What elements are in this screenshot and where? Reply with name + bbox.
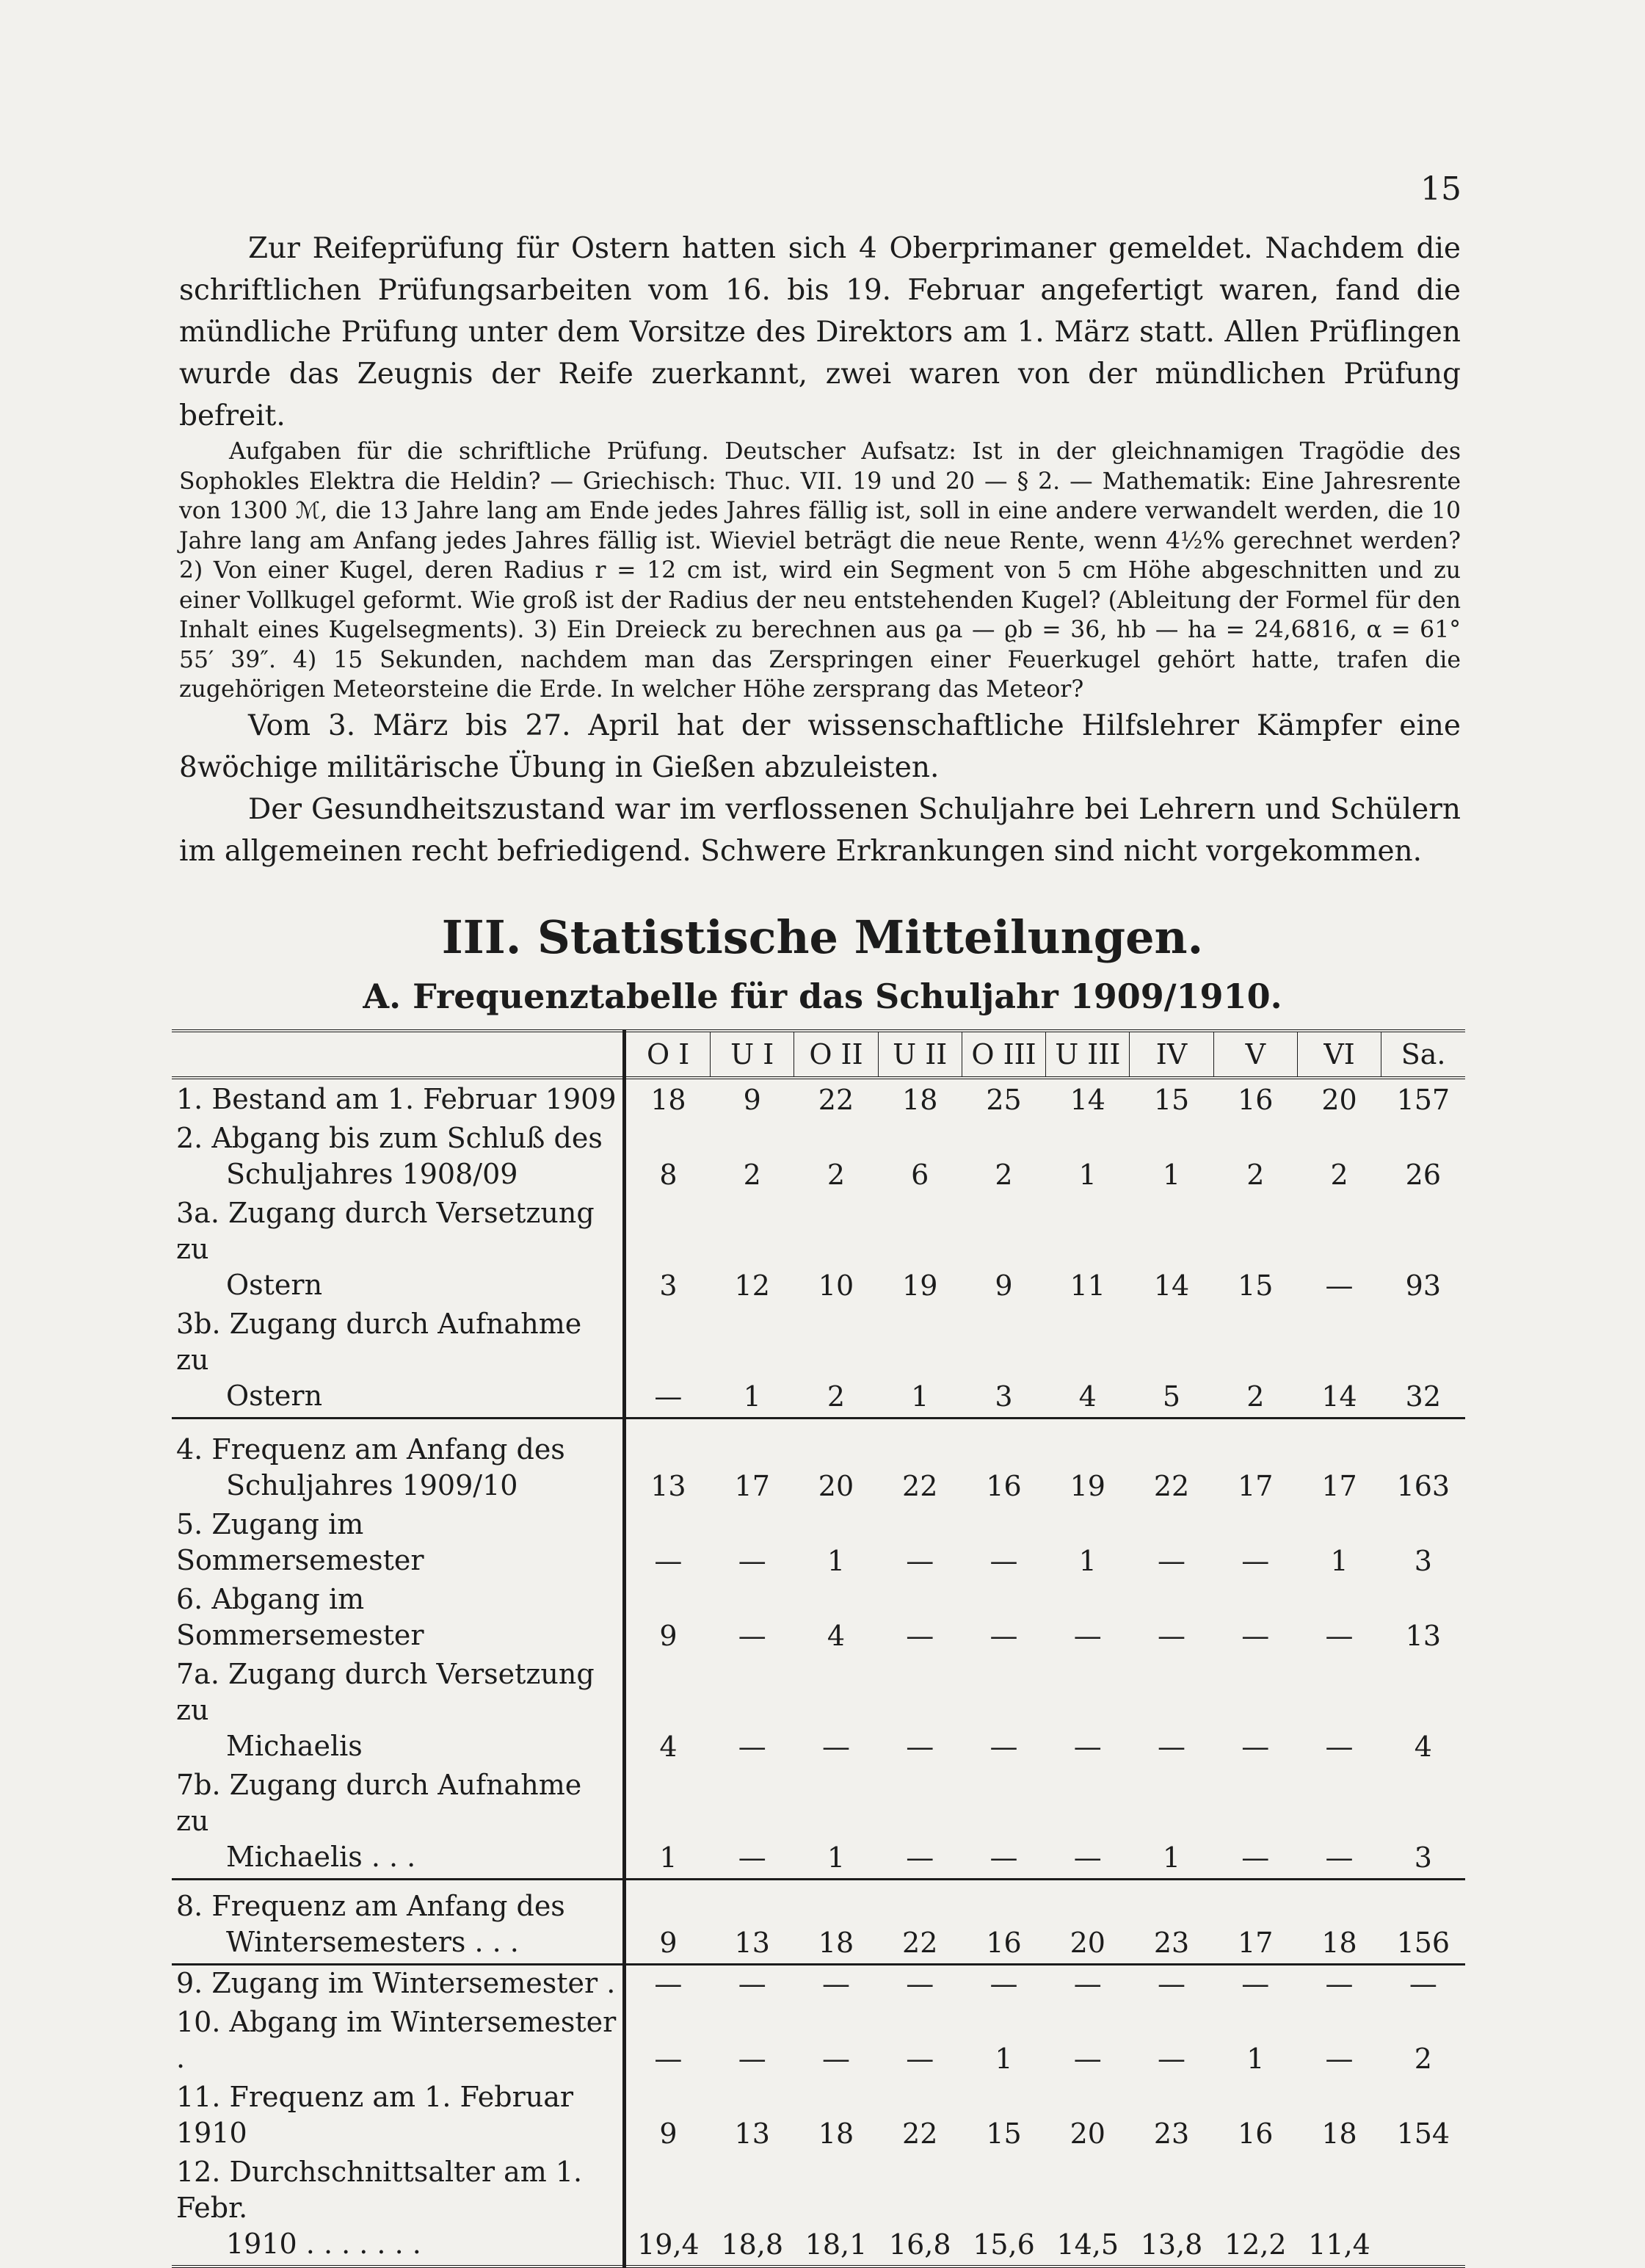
- table-cell: 3: [995, 1380, 1013, 1413]
- table-cell: 22: [902, 2117, 938, 2150]
- table-cell: —: [1381, 1964, 1465, 2004]
- table-cell: 22: [818, 1084, 854, 1116]
- table-cell: 18,8: [711, 2154, 794, 2267]
- paragraph-militaerische-uebung: Vom 3. März bis 27. April hat der wissenschaftliche Hilfslehrer Kämpfer eine 8wöchige militärische Übung in Gießen abzuleisten.: [179, 709, 1461, 784]
- row-label: [172, 1582, 625, 1656]
- table-cell: 4: [1414, 1730, 1432, 1763]
- row-label-line: 12. Durchschnittsalter am 1. Febr.: [176, 2155, 583, 2224]
- column-header: O II: [794, 1031, 878, 1078]
- table-cell: —: [1073, 1841, 1102, 1874]
- table-cell: —: [1046, 1964, 1130, 2004]
- table-cell: —: [1158, 2042, 1186, 2075]
- row-label: [172, 1306, 625, 1419]
- table-cell: 19: [1046, 1419, 1130, 1507]
- table-cell: [1381, 2154, 1465, 2267]
- table-cell: 16: [1238, 2117, 1274, 2150]
- column-header: O III: [962, 1031, 1045, 1078]
- table-cell: 154: [1396, 2117, 1450, 2150]
- table-cell: 14: [1070, 1084, 1105, 1116]
- table-cell: —: [1130, 1964, 1213, 2004]
- table-cell: 13,8: [1130, 2154, 1213, 2267]
- table-cell: 17: [711, 1419, 794, 1507]
- table-cell: 32: [1405, 1380, 1442, 1413]
- table-row: [172, 1879, 1465, 1964]
- table-cell: 18: [1297, 1879, 1381, 1964]
- table-row: [172, 2004, 1465, 2079]
- table-cell: 15: [986, 2117, 1022, 2150]
- row-label-line: 11. Frequenz am 1. Februar 1910: [176, 2080, 574, 2149]
- table-cell: 19: [902, 1269, 938, 1302]
- table-cell: 18: [625, 1078, 711, 1120]
- table-cell: —: [821, 1730, 850, 1763]
- table-cell: 1: [911, 1380, 929, 1413]
- table-cell: 9: [743, 1084, 761, 1116]
- table-cell: 11,4: [1297, 2154, 1381, 2267]
- table-header-label-cell: [172, 1031, 625, 1078]
- table-cell: 1: [1330, 1544, 1348, 1577]
- table-cell: —: [1158, 1619, 1186, 1652]
- table-cell: 19,4: [625, 2154, 711, 2267]
- column-header: V: [1213, 1031, 1297, 1078]
- table-cell: —: [794, 1964, 878, 2004]
- table-cell: —: [625, 1306, 711, 1419]
- table-cell: 16: [962, 1419, 1045, 1507]
- table-row: [172, 1507, 1465, 1582]
- table-cell: 2: [743, 1159, 761, 1191]
- table-cell: —: [906, 2042, 934, 2075]
- table-row: [172, 1419, 1465, 1507]
- paragraph-pruefungsaufgaben: Aufgaben für die schriftliche Prüfung. Deutscher Aufsatz: Ist in der gleichnamigen Tragödie des Sophokles Elektra die Heldin? — Griechisch: Thuc. VII. 19 und 20 — § 2. — Mathematik: Eine Jahresrente von 1300 ℳ, die 13 Jahre lang am Ende jedes Jahres fällig ist, soll in eine andere verwandelt werden, die 10 Jahre lang am Anfang jedes Jahres fällig ist. Wieviel beträgt die neue Rente, wenn 4½% gerechnet werden? 2) Von einer Kugel, deren Radius r = 12 cm ist, wird ein Segment von 5 cm Höhe abgeschnitten und zu einer Vollkugel geformt. Wie groß ist der Radius der neu entstehenden Kugel? (Ableitung der Formel für den Inhalt eines Kugelsegments). 3) Ein Dreieck zu berechnen aus ϱa — ϱb = 36, hb — ha = 24,6816, α = 61° 55′ 39″. 4) 15 Sekunden, nachdem man das Zerspringen einer Feuerkugel gehört hatte, trafen die zugehörigen Meteorsteine die Erde. In welcher Höhe zersprang das Meteor?: [179, 438, 1461, 703]
- table-cell: 157: [1396, 1084, 1450, 1116]
- table-cell: —: [738, 1544, 766, 1577]
- table-cell: —: [1325, 1619, 1354, 1652]
- column-header: U III: [1046, 1031, 1130, 1078]
- table-cell: 1: [995, 2042, 1013, 2075]
- table-cell: —: [738, 1841, 766, 1874]
- row-label-line: 7a. Zugang durch Versetzung zu: [176, 1657, 595, 1726]
- table-cell: 6: [911, 1159, 929, 1191]
- table-cell: 1: [1078, 1544, 1097, 1577]
- row-label: [172, 1507, 625, 1582]
- table-cell: 20: [1046, 1879, 1130, 1964]
- table-cell: —: [1241, 1730, 1270, 1763]
- table-cell: 13: [711, 1879, 794, 1964]
- row-label: [172, 2004, 625, 2079]
- table-cell: —: [1073, 2042, 1102, 2075]
- column-header: Sa.: [1381, 1031, 1465, 1078]
- row-label: [172, 1964, 625, 2004]
- table-cell: 14: [1321, 1380, 1357, 1413]
- row-label-line: Ostern: [226, 1269, 323, 1301]
- table-cell: —: [738, 2042, 766, 2075]
- row-label-line: Schuljahres 1909/10: [226, 1468, 518, 1501]
- row-label: [172, 2079, 625, 2154]
- row-label-line: Ostern: [226, 1380, 323, 1412]
- table-row: [172, 1306, 1465, 1419]
- table-cell: —: [989, 1730, 1018, 1763]
- table-cell: 4: [1078, 1380, 1097, 1413]
- row-label-line: 4. Frequenz am Anfang des: [176, 1432, 565, 1465]
- table-cell: 5: [1162, 1380, 1181, 1413]
- table-title: A. Frequenztabelle für das Schuljahr 1909/1910.: [363, 977, 1282, 1016]
- table-cell: 1: [827, 1544, 846, 1577]
- table-cell: 22: [1130, 1419, 1213, 1507]
- row-label: [172, 1879, 625, 1964]
- table-cell: 2: [1246, 1159, 1265, 1191]
- table-cell: 8: [625, 1120, 711, 1195]
- table-cell: 2: [1414, 2042, 1432, 2075]
- row-label: [172, 2154, 625, 2267]
- table-cell: —: [906, 1730, 934, 1763]
- table-cell: 9: [625, 1582, 711, 1656]
- table-cell: —: [989, 1841, 1018, 1874]
- table-cell: 1: [743, 1380, 761, 1413]
- table-cell: 16: [962, 1879, 1045, 1964]
- row-label: [172, 1656, 625, 1767]
- table-cell: 20: [1070, 2117, 1105, 2150]
- row-label-line: 5. Zugang im Sommersemester: [176, 1507, 424, 1576]
- table-cell: 156: [1381, 1879, 1465, 1964]
- table-cell: 163: [1381, 1419, 1465, 1507]
- table-cell: —: [1073, 1730, 1102, 1763]
- column-header: U II: [878, 1031, 962, 1078]
- row-label: [172, 1419, 625, 1507]
- table-row: [172, 2154, 1465, 2267]
- row-label-line: 3b. Zugang durch Aufnahme zu: [176, 1308, 582, 1376]
- table-row: [172, 1120, 1465, 1195]
- row-label-line: 1910 . . . . . . .: [226, 2227, 421, 2260]
- table-cell: 9: [625, 1879, 711, 1964]
- body-text: [179, 228, 1461, 872]
- table-cell: 26: [1405, 1159, 1442, 1191]
- row-label: [172, 1195, 625, 1306]
- row-label-line: 1. Bestand am 1. Februar 1909: [176, 1083, 617, 1115]
- table-cell: 18: [794, 1879, 878, 1964]
- table-cell: 1: [1078, 1159, 1097, 1191]
- table-cell: 4: [625, 1656, 711, 1767]
- table-cell: —: [1241, 1544, 1270, 1577]
- table-cell: —: [821, 2042, 850, 2075]
- table-cell: 11: [1070, 1269, 1105, 1302]
- table-row: [172, 1964, 1465, 2004]
- table-cell: —: [1241, 1619, 1270, 1652]
- table-cell: 14,5: [1046, 2154, 1130, 2267]
- row-label: [172, 1078, 625, 1120]
- table-cell: 3: [625, 1195, 711, 1306]
- row-label-line: 9. Zugang im Wintersemester .: [176, 1966, 616, 1999]
- table-cell: —: [962, 1964, 1045, 2004]
- table-cell: —: [1325, 2042, 1354, 2075]
- table-cell: 18: [1321, 2117, 1357, 2150]
- paragraph-reifepruefung: Zur Reifeprüfung für Ostern hatten sich 4 Oberprimaner gemeldet. Nachdem die schriftlichen Prüfungsarbeiten vom 16. bis 19. Februar angefertigt waren, fand die mündliche Prüfung unter dem Vorsitze des Direktors am 1. März statt. Allen Prüflingen wurde das Zeugnis der Reife zuerkannt, zwei waren von der mündlichen Prüfung befreit.: [179, 232, 1461, 432]
- table-cell: —: [1158, 1544, 1186, 1577]
- table-cell: —: [625, 1507, 711, 1582]
- table-cell: —: [1325, 1730, 1354, 1763]
- table-cell: —: [625, 2004, 711, 2079]
- table-cell: 18,1: [794, 2154, 878, 2267]
- table-cell: 20: [1321, 1084, 1357, 1116]
- table-cell: —: [989, 1619, 1018, 1652]
- section-heading: III. Statistische Mitteilungen.: [441, 910, 1204, 964]
- table-cell: 9: [995, 1269, 1013, 1302]
- table-cell: 1: [1246, 2042, 1265, 2075]
- table-cell: 18: [902, 1084, 938, 1116]
- row-label-line: Michaelis . . .: [226, 1840, 416, 1873]
- table-cell: 13: [734, 2117, 770, 2150]
- row-label-line: Wintersemesters . . .: [226, 1925, 519, 1958]
- table-cell: 1: [827, 1841, 846, 1874]
- row-label-line: 6. Abgang im Sommersemester: [176, 1582, 424, 1651]
- table-cell: —: [906, 1841, 934, 1874]
- table-cell: 2: [995, 1159, 1013, 1191]
- row-label-line: Michaelis: [226, 1729, 363, 1762]
- table-cell: 1: [625, 1767, 711, 1880]
- table-cell: 3: [1414, 1841, 1432, 1874]
- table-cell: —: [906, 1619, 934, 1652]
- table-cell: 14: [1153, 1269, 1190, 1302]
- row-label-line: 8. Frequenz am Anfang des: [176, 1889, 565, 1922]
- table-cell: 23: [1130, 1879, 1213, 1964]
- table-cell: 9: [625, 2079, 711, 2154]
- table-cell: —: [738, 1619, 766, 1652]
- table-cell: 12: [734, 1269, 770, 1302]
- table-cell: —: [1158, 1730, 1186, 1763]
- table-row: [172, 1656, 1465, 1767]
- row-label-line: 7b. Zugang durch Aufnahme zu: [176, 1768, 582, 1837]
- table-cell: 15,6: [962, 2154, 1045, 2267]
- table-cell: 16,8: [878, 2154, 962, 2267]
- row-label: [172, 1767, 625, 1880]
- table-cell: 3: [1414, 1544, 1432, 1577]
- table-cell: 4: [827, 1619, 846, 1652]
- table-cell: 22: [878, 1419, 962, 1507]
- table-header-row: [172, 1031, 1465, 1078]
- table-cell: 2: [827, 1159, 846, 1191]
- table-cell: 1: [1162, 1159, 1181, 1191]
- table-cell: 18: [818, 2117, 854, 2150]
- table-cell: 13: [625, 1419, 711, 1507]
- table-cell: 17: [1213, 1419, 1297, 1507]
- table-row: [172, 1582, 1465, 1656]
- table-cell: 17: [1213, 1879, 1297, 1964]
- table-cell: —: [878, 1964, 962, 2004]
- table-cell: 16: [1238, 1084, 1274, 1116]
- table-row: [172, 2079, 1465, 2154]
- table-cell: —: [1325, 1841, 1354, 1874]
- table-cell: —: [711, 1964, 794, 2004]
- row-label-line: 3a. Zugang durch Versetzung zu: [176, 1197, 595, 1265]
- table-cell: 12,2: [1213, 2154, 1297, 2267]
- column-header: VI: [1297, 1031, 1381, 1078]
- row-label-line: 2. Abgang bis zum Schluß des: [176, 1122, 603, 1154]
- paragraph-gesundheitszustand: Der Gesundheitszustand war im verflossenen Schuljahre bei Lehrern und Schülern im allgemeinen recht befriedigend. Schwere Erkrankungen sind nicht vorgekommen.: [179, 792, 1461, 868]
- table-cell: 15: [1153, 1084, 1190, 1116]
- table-cell: 93: [1405, 1269, 1442, 1302]
- table-cell: 23: [1153, 2117, 1190, 2150]
- row-label-line: 10. Abgang im Wintersemester .: [176, 2005, 617, 2074]
- table-cell: 15: [1238, 1269, 1274, 1302]
- table-cell: 13: [1405, 1619, 1442, 1652]
- table-cell: 2: [1246, 1380, 1265, 1413]
- row-label: [172, 1120, 625, 1195]
- table-row: [172, 1767, 1465, 1880]
- table-cell: —: [738, 1730, 766, 1763]
- table-cell: 1: [1162, 1841, 1181, 1874]
- table-cell: —: [1297, 1964, 1381, 2004]
- table-cell: —: [989, 1544, 1018, 1577]
- table-cell: 22: [878, 1879, 962, 1964]
- table-cell: —: [625, 1964, 711, 2004]
- table-cell: —: [1325, 1269, 1354, 1302]
- column-header: U I: [711, 1031, 794, 1078]
- table-cell: —: [1241, 1841, 1270, 1874]
- table-row: [172, 1078, 1465, 1120]
- table-cell: 2: [1330, 1159, 1348, 1191]
- table-cell: 20: [794, 1419, 878, 1507]
- table-cell: 25: [986, 1084, 1022, 1116]
- table-cell: —: [906, 1544, 934, 1577]
- table-cell: 10: [818, 1269, 854, 1302]
- frequency-table: [172, 1029, 1465, 2268]
- table-cell: 2: [827, 1380, 846, 1413]
- table-row: [172, 1195, 1465, 1306]
- table-cell: 17: [1297, 1419, 1381, 1507]
- column-header: IV: [1130, 1031, 1213, 1078]
- table-body: [172, 1078, 1465, 2267]
- row-label-line: Schuljahres 1908/09: [226, 1158, 518, 1190]
- page-number: 15: [1420, 170, 1461, 208]
- table-cell: —: [1073, 1619, 1102, 1652]
- column-header: O I: [625, 1031, 711, 1078]
- table-cell: —: [1213, 1964, 1297, 2004]
